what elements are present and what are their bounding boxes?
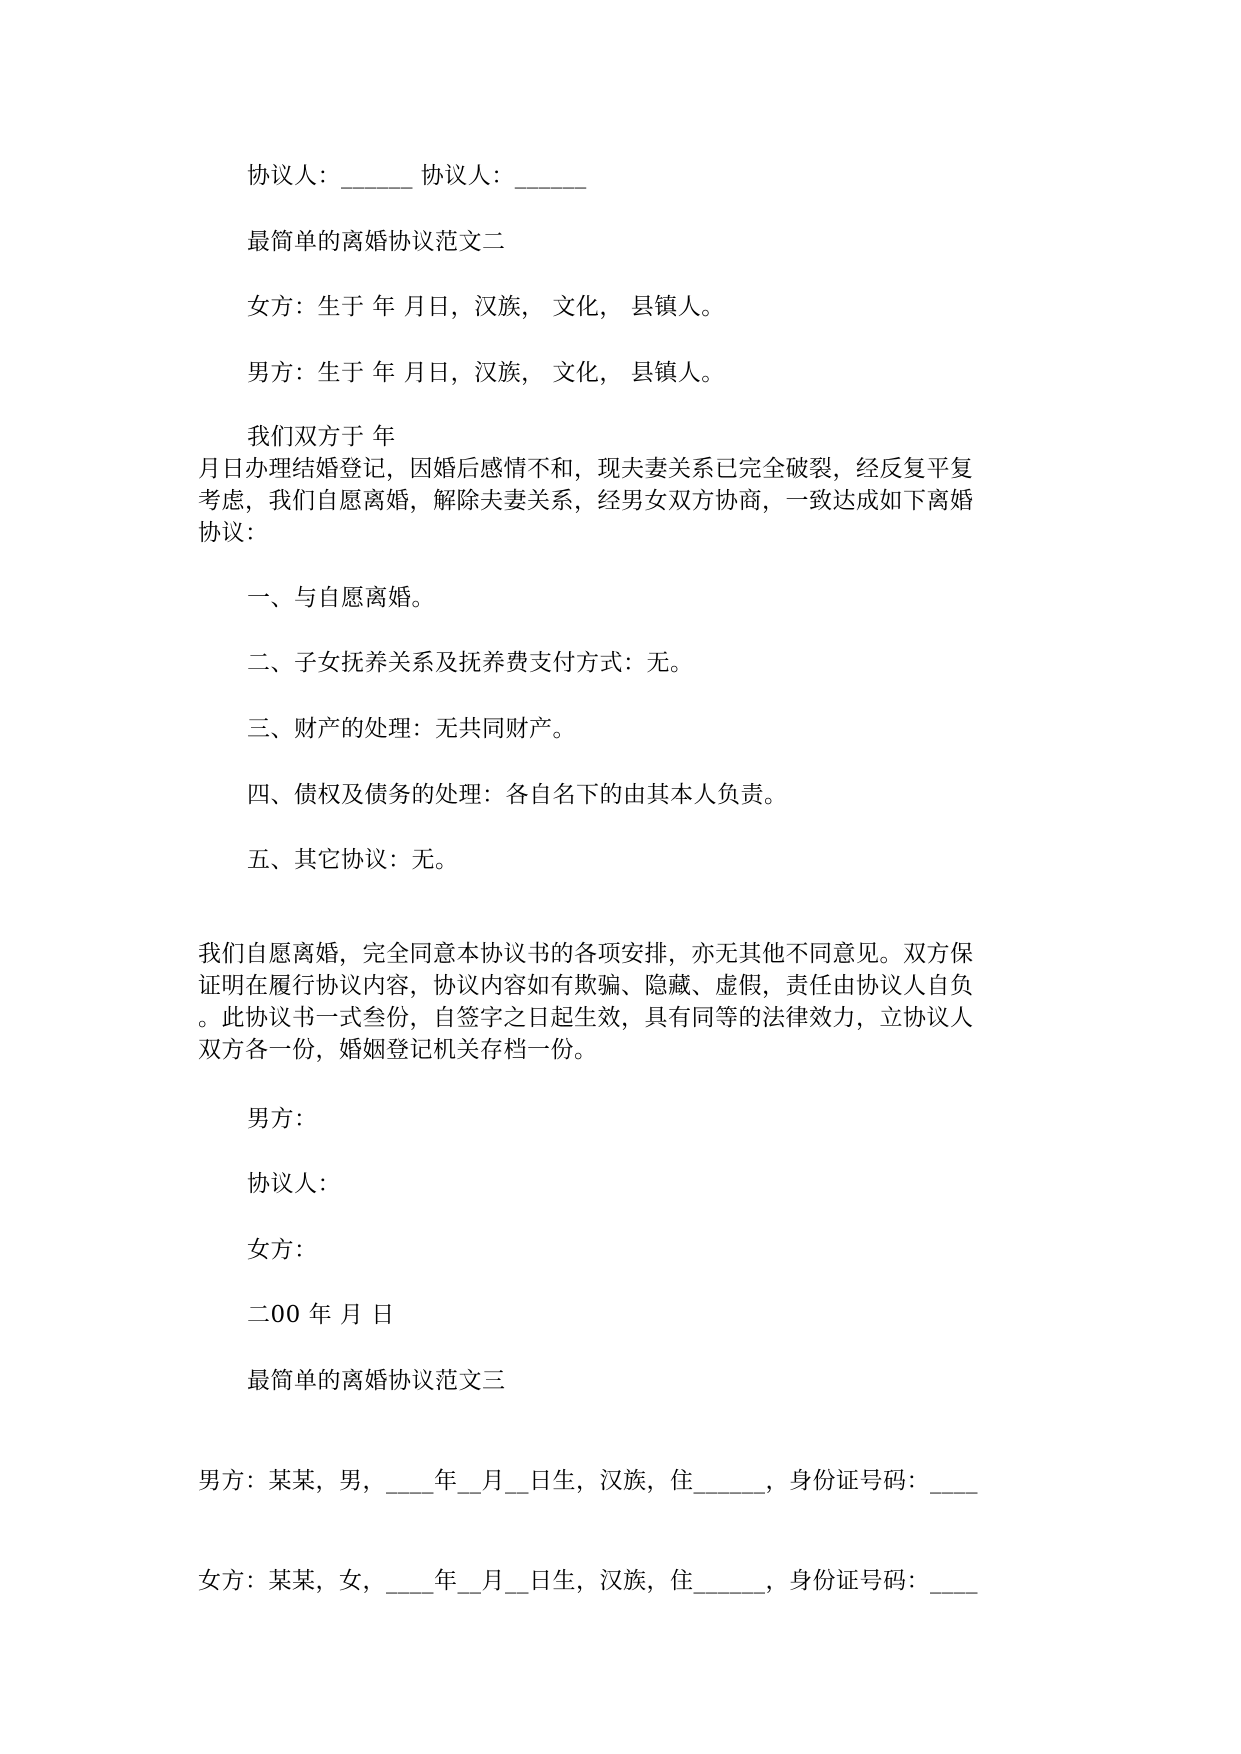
section-title-two: 最简单的离婚协议范文二 <box>247 229 506 255</box>
closing-line: 双方各一份，婚姻登记机关存档一份。 <box>198 1037 598 1063</box>
signature-man: 男方： <box>247 1106 318 1132</box>
intro-paragraph <box>198 453 1028 549</box>
intro-first-line: 我们双方于 年 <box>247 424 396 450</box>
clause-4: 四、债权及债务的处理：各自名下的由其本人负责。 <box>247 782 788 808</box>
clause-3: 三、财产的处理：无共同财产。 <box>247 716 576 742</box>
signature-agreement: 协议人： <box>247 1171 341 1197</box>
signatories-line: 协议人：______ 协议人：______ <box>247 163 587 189</box>
man-info-line: 男方：生于 年 月日，汉族， 文化， 县镇人。 <box>247 360 725 386</box>
clause-2: 二、子女抚养关系及抚养费支付方式：无。 <box>247 650 694 676</box>
closing-line: 我们自愿离婚，完全同意本协议书的各项安排，亦无其他不同意见。双方保 <box>198 941 974 967</box>
intro-line: 月日办理结婚登记，因婚后感情不和，现夫妻关系已完全破裂，经反复平复 <box>198 456 974 482</box>
closing-paragraph <box>198 938 1028 1066</box>
clause-5: 五、其它协议：无。 <box>247 847 459 873</box>
man-detail-line: 男方：某某，男，____年__月__日生，汉族，住______，身份证号码：____ <box>198 1468 978 1494</box>
closing-line: 。此协议书一式叁份，自签字之日起生效，具有同等的法律效力，立协议人 <box>198 1005 974 1031</box>
clause-1: 一、与自愿离婚。 <box>247 585 435 611</box>
intro-line: 协议： <box>198 520 269 546</box>
intro-line: 考虑，我们自愿离婚，解除夫妻关系，经男女双方协商，一致达成如下离婚 <box>198 488 974 514</box>
woman-detail-line: 女方：某某，女，____年__月__日生，汉族，住______，身份证号码：____ <box>198 1568 978 1594</box>
woman-info-line: 女方：生于 年 月日，汉族， 文化， 县镇人。 <box>247 294 725 320</box>
signature-woman: 女方： <box>247 1237 318 1263</box>
section-title-three: 最简单的离婚协议范文三 <box>247 1368 506 1394</box>
closing-line: 证明在履行协议内容，协议内容如有欺骗、隐藏、虚假，责任由协议人自负 <box>198 973 974 999</box>
date-line: 二00 年 月 日 <box>247 1302 395 1328</box>
